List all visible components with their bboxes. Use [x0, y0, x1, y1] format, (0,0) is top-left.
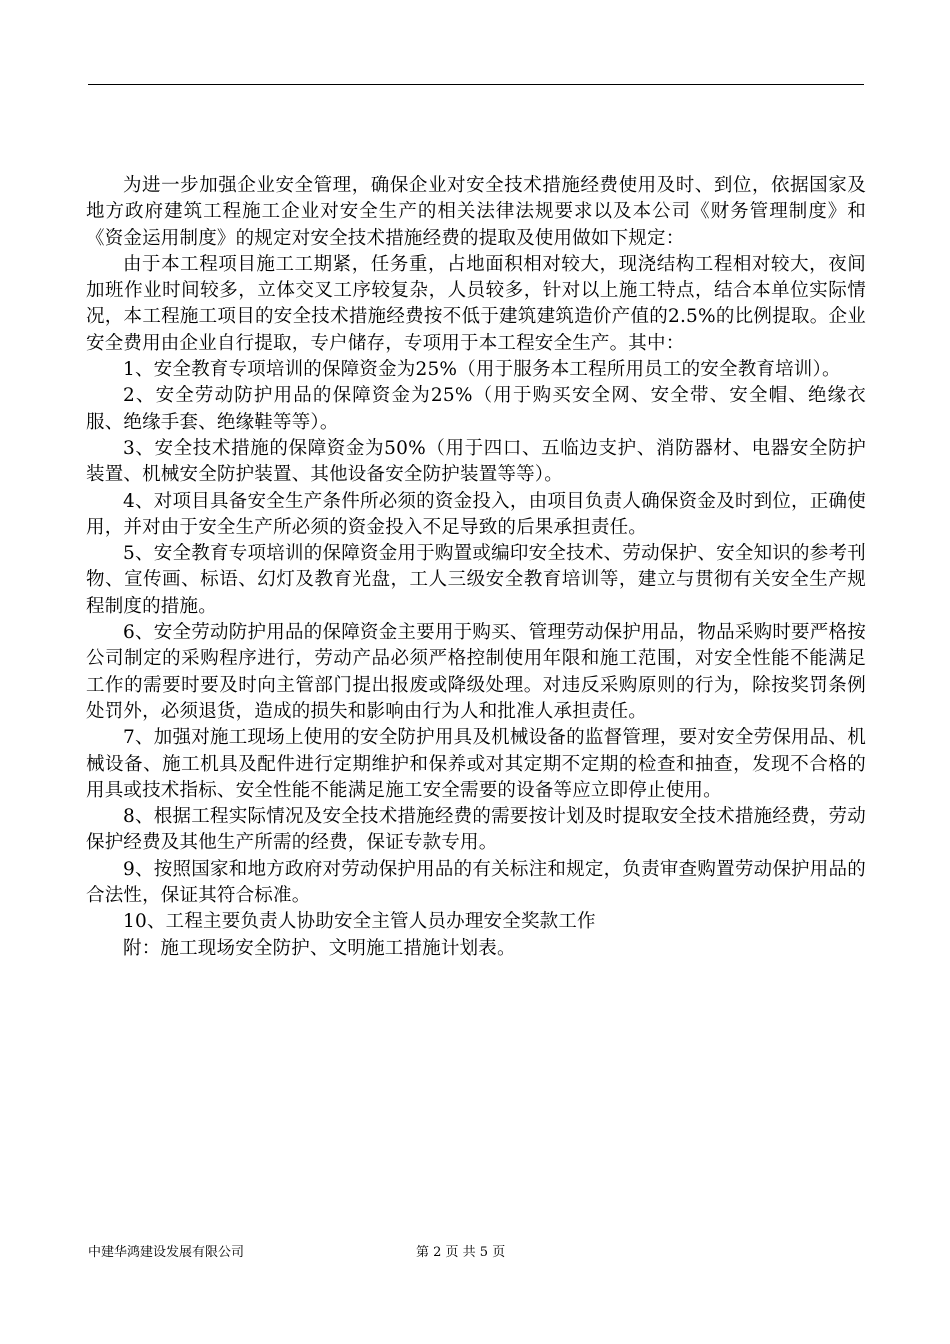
- rule-item-4: 4、对项目具备安全生产条件所必须的资金投入，由项目负责人确保资金及时到位，正确使用，并对由于安全生产所必须的资金投入不足导致的后果承担责任。: [86, 490, 866, 538]
- rule-item-9: 9、按照国家和地方政府对劳动保护用品的有关标注和规定，负责审查购置劳动保护用品的合法性，保证其符合标准。: [86, 858, 866, 907]
- header-rule: [88, 84, 864, 85]
- footer-page-number: 第 2 页 共 5 页: [416, 1245, 506, 1260]
- rule-item-7: 7、加强对施工现场上使用的安全防护用具及机械设备的监督管理，要对安全劳保用品、机械设备、施工机具及配件进行定期维护和保养或对其定期不定期的检查和抽查，发现不合格的用具或技术指标、安全性能不能满足施工安全需要的设备等应立即停止使用。: [86, 727, 866, 801]
- rule-item-1: 1、安全教育专项培训的保障资金为25%（用于服务本工程所用员工的安全教育培训）。: [123, 359, 841, 381]
- attachment-note: 附：施工现场安全防护、文明施工措施计划表。: [123, 937, 516, 959]
- rule-item-2: 2、安全劳动防护用品的保障资金为25%（用于购买安全网、安全带、安全帽、绝缘衣服、绝缘手套、绝缘鞋等等）。: [86, 385, 866, 433]
- document-body: [86, 173, 866, 962]
- rule-item-6: 6、安全劳动防护用品的保障资金主要用于购买、管理劳动保护用品，物品采购时要严格按公司制定的采购程序进行，劳动产品必须严格控制使用年限和施工范围，对安全性能不能满足工作的需要时要及时向主管部门提出报废或降级处理。对违反采购原则的行为，除按奖罚条例处罚外，必须退货，造成的损失和影响由行为人和批准人承担责任。: [86, 622, 866, 722]
- footer-company-name: 中建华鸿建设发展有限公司: [88, 1245, 245, 1260]
- rule-item-8: 8、根据工程实际情况及安全技术措施经费的需要按计划及时提取安全技术措施经费，劳动保护经费及其他生产所需的经费，保证专款专用。: [86, 806, 866, 854]
- rule-item-5: 5、安全教育专项培训的保障资金用于购置或编印安全技术、劳动保护、安全知识的参考刊物、宣传画、标语、幻灯及教育光盘，工人三级安全教育培训等，建立与贯彻有关安全生产规程制度的措施。: [86, 543, 866, 617]
- project-funding-paragraph: 由于本工程项目施工工期紧，任务重，占地面积相对较大，现浇结构工程相对较大，夜间加班作业时间较多，立体交叉工序较复杂，人员较多，针对以上施工特点，结合本单位实际情况，本工程施工项目的安全技术措施经费按不低于建筑建筑造价产值的2.5%的比例提取。企业安全费用由企业自行提取，专户储存，专项用于本工程安全生产。其中：: [86, 253, 866, 354]
- rule-item-10: 10、工程主要负责人协助安全主管人员办理安全奖款工作: [123, 911, 596, 933]
- page-footer: [0, 1242, 950, 1264]
- rule-item-3: 3、安全技术措施的保障资金为50%（用于四口、五临边支护、消防器材、电器安全防护装置、机械安全防护装置、其他设备安全防护装置等等）。: [86, 437, 866, 486]
- intro-paragraph: 为进一步加强企业安全管理，确保企业对安全技术措施经费使用及时、到位，依据国家及地方政府建筑工程施工企业对安全生产的相关法律法规要求以及本公司《财务管理制度》和《资金运用制度》的规定对安全技术措施经费的提取及使用做如下规定：: [86, 175, 866, 249]
